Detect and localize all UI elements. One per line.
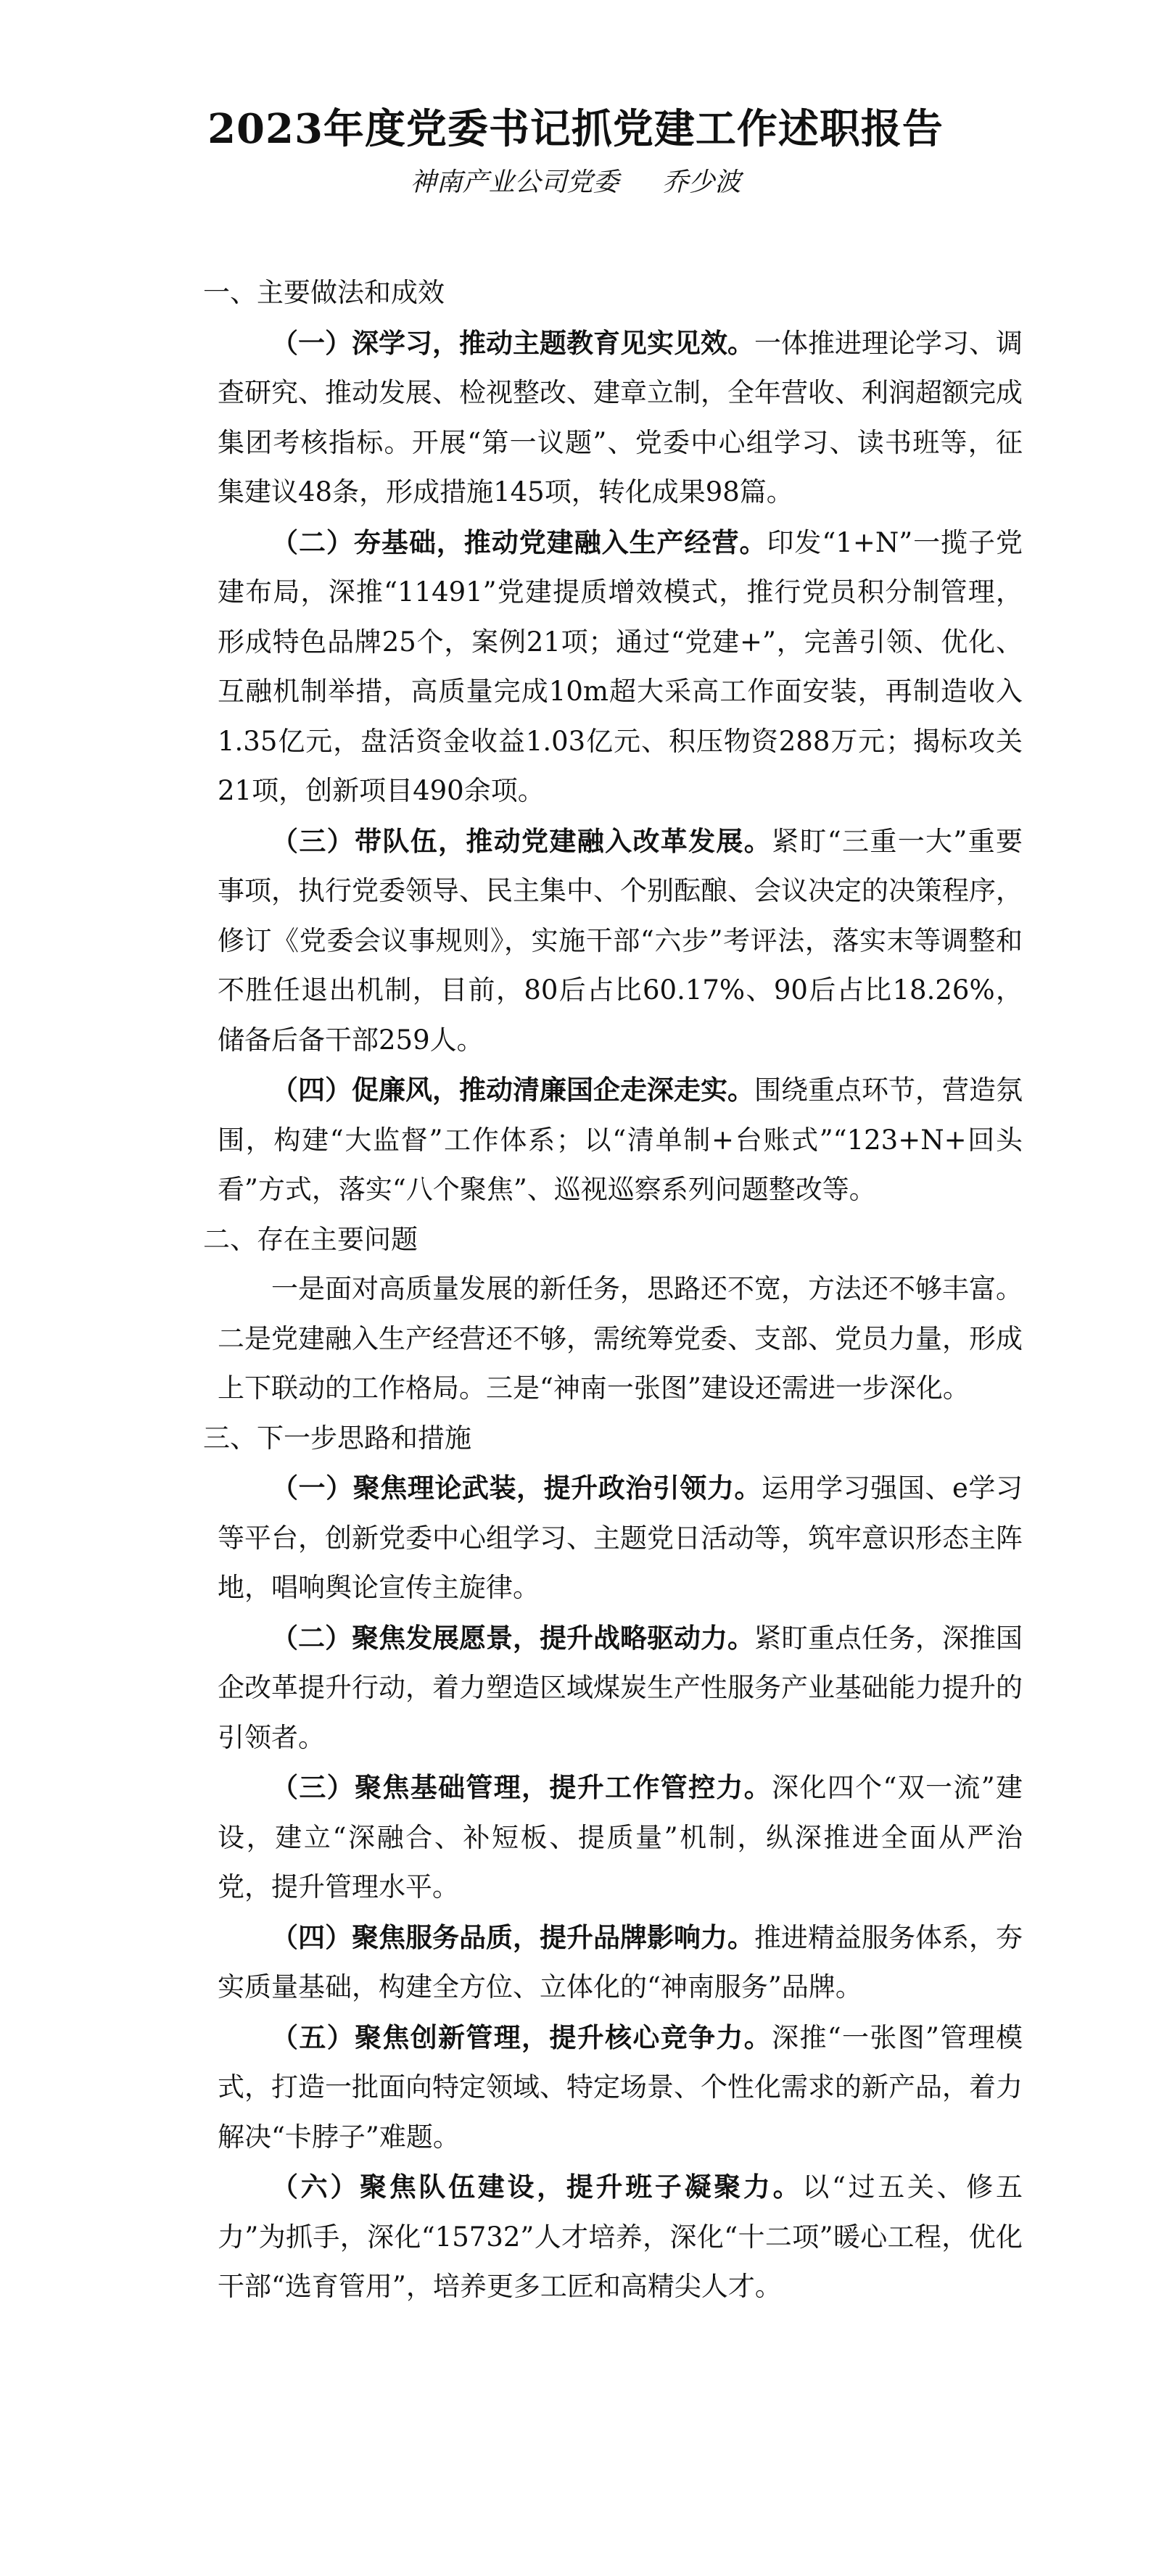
paragraph-text: 紧盯重点任务，深推国企改革提升行动，着力塑造区域煤炭生产性服务产业基础能力提升的引领者。 (218, 1622, 1023, 1753)
section-paragraph (218, 2013, 1023, 2163)
paragraph-lead: （三）聚焦基础管理，提升工作管控力。 (271, 1771, 772, 1803)
section-paragraph (218, 1264, 1023, 1414)
paragraph-lead: （一）深学习，推动主题教育见实见效。 (271, 326, 754, 359)
paragraph-text: 以“过五关、修五力”为抓手，深化“15732”人才培养，深化“十二项”暖心工程，优化干部“选育管用”，培养更多工匠和高精尖人才。 (218, 2171, 1023, 2302)
paragraph-lead: （五）聚焦创新管理，提升核心竞争力。 (271, 2021, 772, 2053)
paragraph-text: 印发“1+N”一揽子党建布局，深推“11491”党建提质增效模式，推行党员积分制管理，形成特色品牌25个，案例21项；通过“党建+”，完善引领、优化、互融机制举措，高质量完成10m超大采高工作面安装，再制造收入1.35亿元，盘活资金收益1.03亿元、积压物资288万元；揭标攻关21项，创新项目490余项。 (218, 526, 1023, 806)
section-heading: 一、主要做法和成效 (203, 277, 445, 308)
section-paragraph (218, 2162, 1023, 2312)
paragraph-text: 推进精益服务体系，夯实质量基础，构建全方位、立体化的“神南服务”品牌。 (218, 1921, 1023, 2003)
section-paragraph (218, 1463, 1023, 1613)
section-paragraph (218, 1763, 1023, 1913)
document-body (203, 268, 1023, 2312)
paragraph-lead: （六）聚焦队伍建设，提升班子凝聚力。 (271, 2171, 803, 2203)
paragraph-text: 围绕重点环节，营造氛围，构建“大监督”工作体系；以“清单制+台账式”“123+N+回头看”方式，落实“八个聚焦”、巡视巡察系列问题整改等。 (218, 1074, 1023, 1205)
paragraph-lead: （四）促廉风，推动清廉国企走深走实。 (271, 1074, 754, 1106)
paragraph-lead: （三）带队伍，推动党建融入改革发展。 (271, 824, 772, 857)
section-paragraph (218, 518, 1023, 816)
paragraph-text: 深化四个“双一流”建设，建立“深融合、补短板、提质量”机制，纵深推进全面从严治党，提升管理水平。 (218, 1772, 1023, 1902)
paragraph-lead: （二）聚焦发展愿景，提升战略驱动力。 (271, 1621, 754, 1654)
section-heading: 三、下一步思路和措施 (203, 1422, 471, 1454)
paragraph-text: 一是面对高质量发展的新任务，思路还不宽，方法还不够丰富。二是党建融入生产经营还不够，需统筹党委、支部、党员力量，形成上下联动的工作格局。三是“神南一张图”建设还需进一步深化。 (218, 1273, 1023, 1404)
section-heading: 二、存在主要问题 (203, 1223, 418, 1255)
document-title: 2023年度党委书记抓党建工作述职报告 (207, 105, 944, 153)
document-author-line (0, 161, 1151, 204)
paragraph-text: 运用学习强国、e学习等平台，创新党委中心组学习、主题党日活动等，筑牢意识形态主阵地，唱响舆论宣传主旋律。 (218, 1473, 1023, 1603)
section-paragraph (218, 1913, 1023, 2013)
paragraph-lead: （二）夯基础，推动党建融入生产经营。 (271, 526, 767, 558)
section-paragraph (218, 1613, 1023, 1763)
section-paragraph (218, 1065, 1023, 1215)
paragraph-lead: （一）聚焦理论武装，提升政治引领力。 (271, 1472, 762, 1504)
author-org: 神南产业公司党委 (410, 167, 619, 197)
paragraph-lead: （四）聚焦服务品质，提升品牌影响力。 (271, 1921, 754, 1953)
author-name: 乔少波 (662, 167, 741, 197)
paragraph-text: 深推“一张图”管理模式，打造一批面向特定领域、特定场景、个性化需求的新产品，着力解决“卡脖子”难题。 (218, 2021, 1023, 2153)
paragraph-text: 紧盯“三重一大”重要事项，执行党委领导、民主集中、个别酝酿、会议决定的决策程序，修订《党委会议事规则》，实施干部“六步”考评法，落实末等调整和不胜任退出机制，目前，80后占比60.17%、90后占比18.26%，储备后备干部259人。 (218, 825, 1023, 1056)
section-paragraph (218, 318, 1023, 518)
section-paragraph (218, 816, 1023, 1066)
paragraph-text: 一体推进理论学习、调查研究、推动发展、检视整改、建章立制，全年营收、利润超额完成集团考核指标。开展“第一议题”、党委中心组学习、读书班等，征集建议48条，形成措施145项，转化成果98篇。 (218, 327, 1023, 508)
